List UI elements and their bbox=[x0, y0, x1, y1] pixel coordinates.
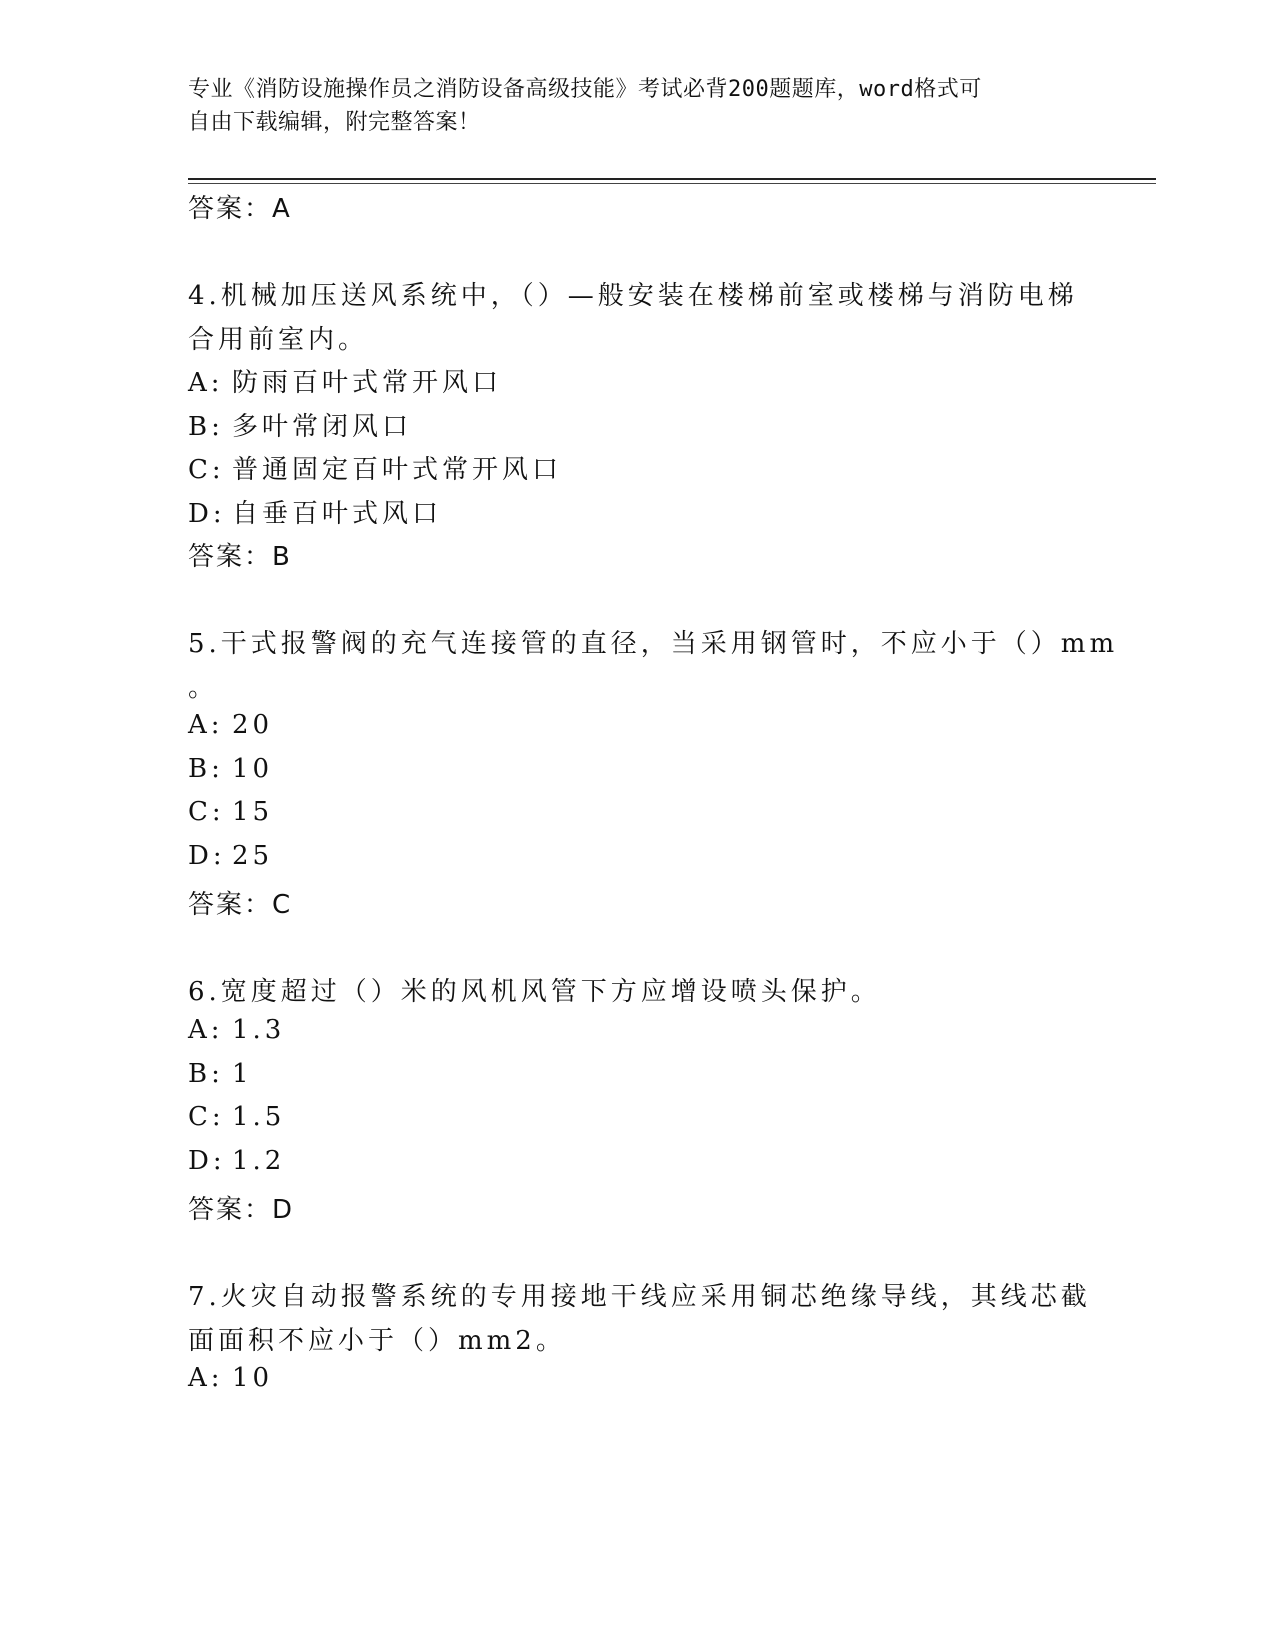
option-text: 多叶常闭风口 bbox=[232, 412, 413, 442]
question-4-answer: 答案：B bbox=[188, 542, 292, 572]
option-letter: B: bbox=[188, 1059, 224, 1089]
question-5-option-c bbox=[188, 797, 273, 827]
option-letter: A: bbox=[188, 1015, 224, 1045]
question-5-option-d bbox=[188, 841, 273, 871]
option-text: 10 bbox=[232, 754, 274, 784]
option-text: 自垂百叶式风口 bbox=[232, 499, 443, 529]
question-7-option-a bbox=[188, 1363, 273, 1393]
question-7-stem-line-2: 面面积不应小于（）mm2。 bbox=[188, 1326, 566, 1356]
question-5-option-a bbox=[188, 710, 273, 740]
question-4-stem-line-1: 4.机械加压送风系统中，（）—般安装在楼梯前室或楼梯与消防电梯 bbox=[188, 281, 1078, 311]
question-4-option-c bbox=[188, 449, 562, 486]
option-text: 15 bbox=[232, 797, 274, 827]
question-4-option-b bbox=[188, 406, 412, 443]
question-5-answer: 答案：C bbox=[188, 890, 293, 920]
header-line-2: 自由下载编辑，附完整答案！ bbox=[188, 110, 481, 135]
option-letter: C: bbox=[188, 797, 225, 827]
option-text: 防雨百叶式常开风口 bbox=[232, 368, 503, 398]
question-6-stem-line-1: 6.宽度超过（）米的风机风管下方应增设喷头保护。 bbox=[188, 977, 881, 1007]
option-text: 1.3 bbox=[232, 1015, 286, 1045]
option-text: 1.2 bbox=[232, 1146, 286, 1176]
option-text: 1.5 bbox=[232, 1102, 286, 1132]
option-text: 25 bbox=[232, 841, 274, 871]
option-letter: B: bbox=[188, 412, 224, 442]
option-letter: D: bbox=[188, 499, 226, 529]
question-5-stem-line-1: 5.干式报警阀的充气连接管的直径，当采用钢管时，不应小于（）mm bbox=[188, 629, 1119, 659]
question-7-stem-line-1: 7.火灾自动报警系统的专用接地干线应采用铜芯绝缘导线，其线芯截 bbox=[188, 1282, 1091, 1312]
option-letter: D: bbox=[188, 1146, 226, 1176]
option-letter: A: bbox=[188, 368, 224, 398]
option-letter: C: bbox=[188, 1102, 225, 1132]
page-header bbox=[188, 73, 1068, 139]
question-4-option-d bbox=[188, 493, 442, 530]
option-letter: B: bbox=[188, 754, 224, 784]
question-4-stem-line-2: 合用前室内。 bbox=[188, 325, 369, 355]
header-rule-thick bbox=[188, 178, 1156, 180]
question-6-option-b bbox=[188, 1059, 253, 1089]
option-letter: A: bbox=[188, 710, 224, 740]
option-text: 普通固定百叶式常开风口 bbox=[232, 455, 563, 485]
option-text: 20 bbox=[232, 710, 274, 740]
question-6-answer: 答案：D bbox=[188, 1195, 295, 1225]
question-5-option-b bbox=[188, 754, 273, 784]
option-text: 1 bbox=[232, 1059, 253, 1089]
question-4-option-a bbox=[188, 362, 502, 399]
option-letter: D: bbox=[188, 841, 226, 871]
question-5-stem-line-2: 。 bbox=[188, 673, 219, 703]
option-letter: C: bbox=[188, 455, 225, 485]
question-6-option-c bbox=[188, 1102, 285, 1132]
option-letter: A: bbox=[188, 1363, 224, 1393]
option-text: 10 bbox=[232, 1363, 274, 1393]
question-6-option-a bbox=[188, 1015, 285, 1045]
header-rule-thin bbox=[188, 183, 1156, 184]
answer-previous: 答案：A bbox=[188, 194, 292, 224]
question-6-option-d bbox=[188, 1146, 285, 1176]
header-line-1: 专业《消防设施操作员之消防设备高级技能》考试必背200题题库，word格式可 bbox=[188, 77, 982, 102]
